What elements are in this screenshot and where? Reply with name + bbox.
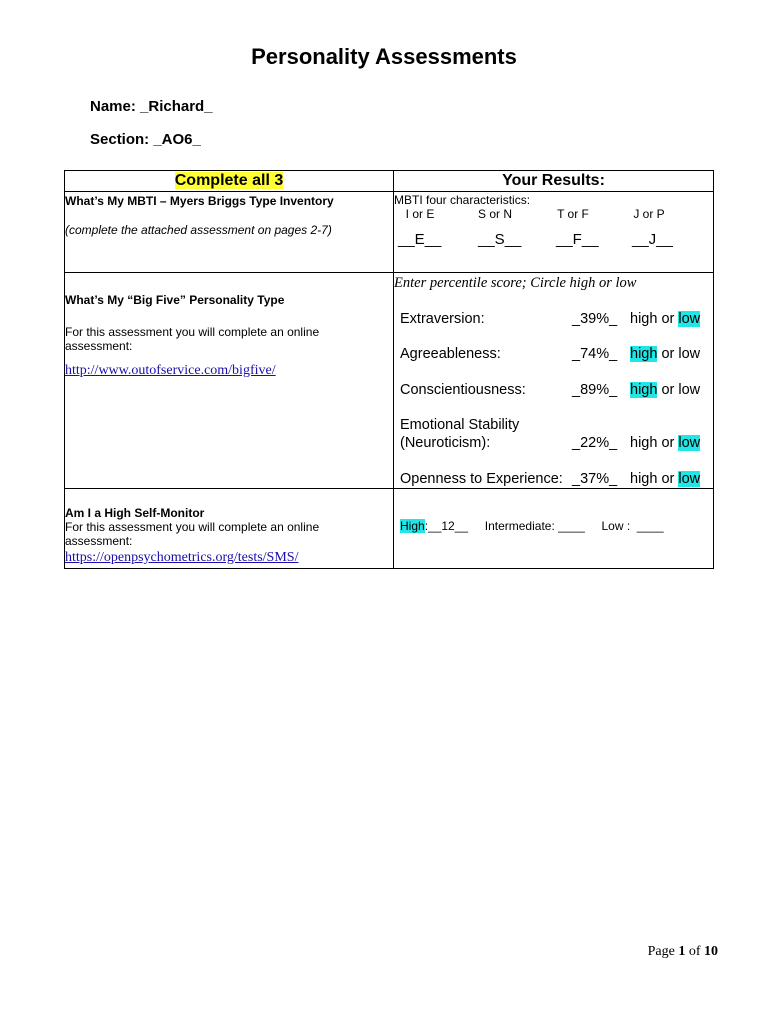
trait-high-option[interactable]: high — [630, 346, 658, 362]
trait-or: or — [661, 435, 675, 451]
left-header-cell — [65, 171, 394, 192]
trait-low-option[interactable]: low — [678, 311, 701, 327]
trait-extraversion — [400, 311, 716, 327]
mbti-results-cell — [394, 192, 714, 273]
self-monitor-title: Am I a High Self-Monitor — [65, 506, 205, 520]
student-section: Section: _AO6_ — [90, 131, 201, 148]
mbti-answers — [394, 231, 713, 248]
trait-low-option[interactable]: low — [678, 382, 701, 398]
trait-high-option[interactable]: high — [630, 471, 658, 487]
trait-high-option[interactable]: high — [630, 435, 658, 451]
trait-or: or — [661, 382, 675, 398]
self-monitor-results-cell — [394, 489, 714, 569]
trait-high-option[interactable]: high — [630, 311, 658, 327]
big-five-description: For this assessment you will complete an online assessment: — [65, 325, 320, 353]
complete-all-header: Complete all 3 — [174, 172, 284, 189]
low-value: Low : ____ — [601, 519, 664, 533]
dichotomy-sn: S or N — [477, 207, 512, 221]
trait-emotional-stability-label: Emotional Stability — [400, 417, 520, 433]
page-title: Personality Assessments — [251, 44, 517, 69]
intermediate-value: Intermediate: ____ — [484, 519, 585, 533]
mbti-note: (complete the attached assessment on pages 2-7) — [65, 223, 332, 237]
self-monitor-link[interactable]: https://openpsychometrics.org/tests/SMS/ — [65, 550, 299, 565]
mbti-cell — [65, 192, 394, 273]
mbti-dichotomies — [394, 207, 713, 221]
trait-name: (Neuroticism): — [400, 435, 491, 451]
results-header: Your Results: — [394, 171, 714, 192]
trait-score: _37%_ — [572, 471, 618, 487]
trait-or: or — [661, 346, 675, 362]
trait-name: Extraversion: — [400, 311, 485, 327]
trait-name: Openness to Experience: — [400, 471, 563, 487]
self-monitor-scores — [400, 519, 664, 533]
self-monitor-cell — [65, 489, 394, 569]
mbti-characteristics-label: MBTI four characteristics: — [394, 193, 531, 207]
trait-agreeableness — [400, 346, 716, 362]
trait-score: _39%_ — [572, 311, 618, 327]
of-word: of — [688, 944, 701, 959]
big-five-title: What’s My “Big Five” Personality Type — [65, 293, 285, 307]
trait-low-option[interactable]: low — [678, 471, 701, 487]
mbti-answer-sn: __S__ — [478, 231, 522, 248]
mbti-answer-ie: __E__ — [398, 231, 442, 248]
trait-conscientiousness — [400, 382, 716, 398]
assessment-table — [64, 170, 714, 569]
dichotomy-tf: T or F — [557, 207, 589, 221]
trait-openness — [400, 471, 716, 487]
total-pages: 10 — [704, 944, 718, 959]
high-value: :__12__ — [424, 519, 469, 533]
big-five-link[interactable]: http://www.outofservice.com/bigfive/ — [65, 363, 276, 378]
high-label: High — [400, 519, 425, 533]
trait-name: Conscientiousness: — [400, 382, 526, 398]
trait-or: or — [661, 311, 675, 327]
student-name: Name: _Richard_ — [90, 98, 213, 115]
big-five-cell — [65, 273, 394, 489]
trait-score: _89%_ — [572, 382, 618, 398]
trait-score: _22%_ — [572, 435, 618, 451]
trait-score: _74%_ — [572, 346, 618, 362]
trait-high-option[interactable]: high — [630, 382, 658, 398]
dichotomy-ie: I or E — [405, 207, 435, 221]
trait-name: Agreeableness: — [400, 346, 501, 362]
trait-low-option[interactable]: low — [678, 435, 701, 451]
page-word: Page — [647, 944, 675, 959]
big-five-instruction: Enter percentile score; Circle high or low — [394, 275, 637, 291]
self-monitor-description: For this assessment you will complete an online assessment: — [65, 520, 320, 548]
dichotomy-jp: J or P — [633, 207, 665, 221]
page-number — [648, 944, 718, 960]
trait-or: or — [661, 471, 675, 487]
trait-low-option[interactable]: low — [678, 346, 701, 362]
big-five-results-cell — [394, 273, 714, 489]
mbti-answer-jp: __J__ — [632, 231, 673, 248]
current-page: 1 — [678, 944, 686, 959]
mbti-answer-tf: __F__ — [556, 231, 599, 248]
mbti-title: What’s My MBTI – Myers Briggs Type Inventory — [65, 194, 334, 208]
trait-neuroticism — [400, 435, 716, 451]
